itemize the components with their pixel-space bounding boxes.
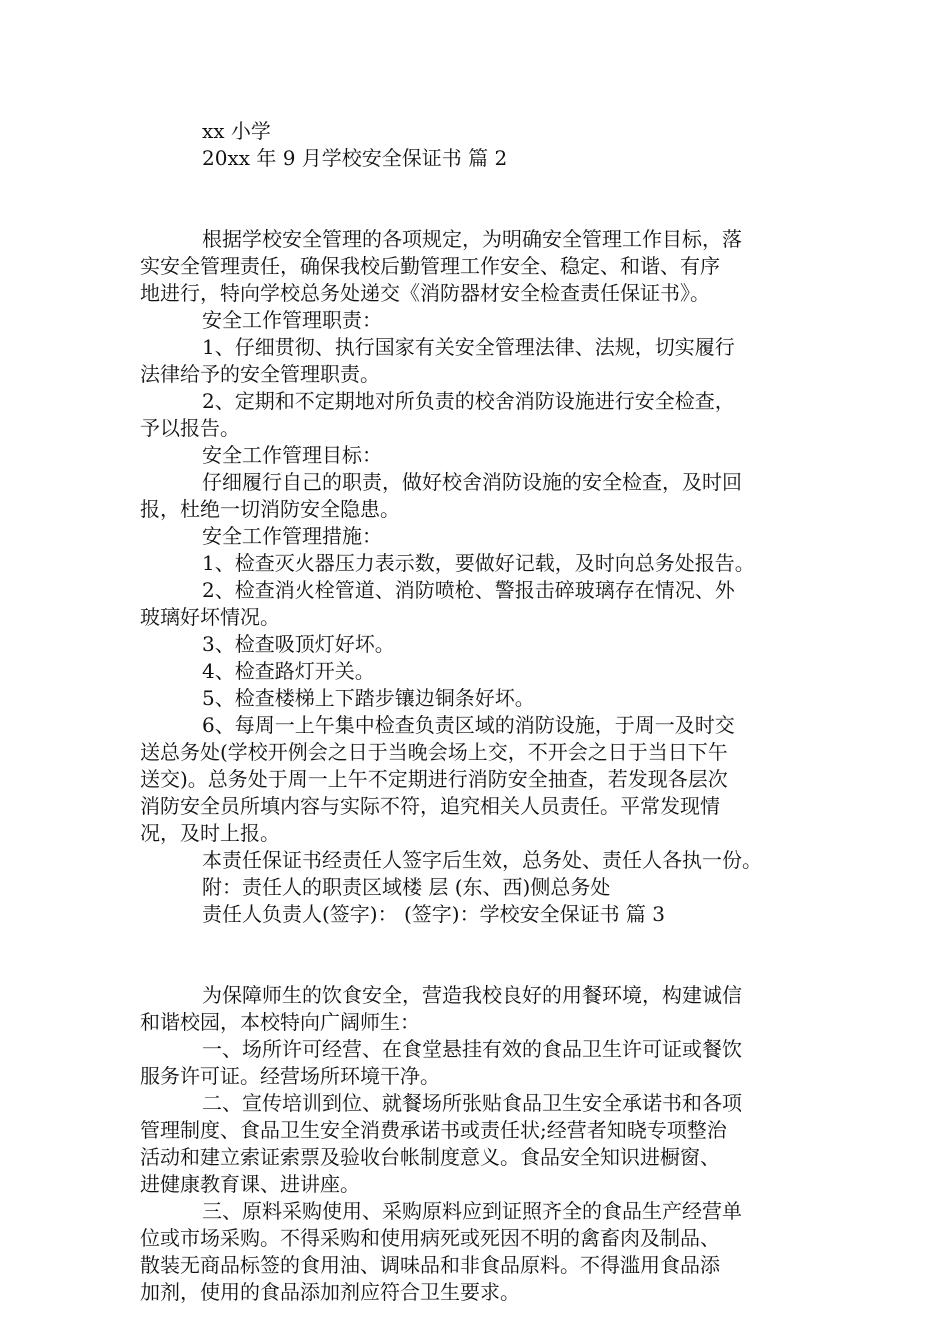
duty-line: 法律给予的安全管理职责。 [140, 362, 380, 386]
document-page [140, 118, 820, 1306]
duty-line: 2、定期和不定期地对所负责的校舍消防设施进行安全检查， [202, 389, 735, 413]
measure-line: 送总务处(学校开例会之日于当晚会场上交，不开会之日于当日下午 [140, 740, 728, 764]
intro-line: 和谐校园，本校特向广阔师生： [140, 1010, 420, 1034]
measure-line: 玻璃好坏情况。 [140, 605, 280, 629]
section-2-body [140, 226, 820, 928]
section-gap [140, 928, 820, 982]
duty-line: 予以报告。 [140, 416, 240, 440]
item-line: 三、原料采购使用、采购原料应到证照齐全的食品生产经营单 [202, 1199, 742, 1223]
intro-line: 实安全管理责任，确保我校后勤管理工作安全、稳定、和谐、有序 [140, 254, 720, 278]
item-line: 二、宣传培训到位、就餐场所张贴食品卫生安全承诺书和各项 [202, 1091, 742, 1115]
measure-line: 2、检查消火栓管道、消防喷枪、警报击碎玻璃存在情况、外 [202, 578, 735, 602]
intro-line: 为保障师生的饮食安全，营造我校良好的用餐环境，构建诚信 [202, 983, 742, 1007]
item-line: 活动和建立索证索票及验收台帐制度意义。食品安全知识进橱窗、 [140, 1145, 720, 1169]
measures-heading: 安全工作管理措施： [202, 524, 382, 548]
effect-line: 本责任保证书经责任人签字后生效，总务处、责任人各执一份。 [202, 848, 762, 872]
item-line: 散装无商品标签的食用油、调味品和非食品原料。不得滥用食品添 [140, 1253, 720, 1277]
item-line: 位或市场采购。不得采购和使用病死或死因不明的禽畜肉及制品、 [140, 1226, 720, 1250]
measure-line: 6、每周一上午集中检查负责区域的消防设施，于周一及时交 [202, 713, 735, 737]
measure-line: 3、检查吸顶灯好坏。 [202, 632, 395, 656]
section-gap [140, 172, 820, 226]
goal-line: 报，杜绝一切消防安全隐患。 [140, 497, 400, 521]
item-line: 加剂，使用的食品添加剂应符合卫生要求。 [140, 1280, 520, 1304]
item-line: 进健康教育课、进讲座。 [140, 1172, 360, 1196]
section-title-2: 20xx 年 9 月学校安全保证书 篇 2 [202, 146, 508, 170]
measure-line: 消防安全员所填内容与实际不符，追究相关人员责任。平常发现情 [140, 794, 720, 818]
school-name: xx 小学 [202, 119, 271, 143]
signature-line: 责任人负责人(签字)： (签字)：学校安全保证书 篇 3 [202, 902, 666, 926]
intro-line: 地进行，特向学校总务处递交《消防器材安全检查责任保证书》。 [140, 281, 710, 305]
section-3-body [140, 982, 820, 1306]
item-line: 服务许可证。经营场所环境干净。 [140, 1064, 440, 1088]
appendix-line: 附：责任人的职责区域楼 层 (东、西)侧总务处 [202, 875, 611, 899]
measure-line: 4、检查路灯开关。 [202, 659, 375, 683]
duties-heading: 安全工作管理职责： [202, 308, 382, 332]
intro-line: 根据学校安全管理的各项规定，为明确安全管理工作目标，落 [202, 227, 742, 251]
duty-line: 1、仔细贯彻、执行国家有关安全管理法律、法规，切实履行 [202, 335, 735, 359]
measure-line: 1、检查灭火器压力表示数，要做好记载，及时向总务处报告。 [202, 551, 755, 575]
item-line: 一、场所许可经营、在食堂悬挂有效的食品卫生许可证或餐饮 [202, 1037, 742, 1061]
measure-line: 况，及时上报。 [140, 821, 280, 845]
measure-line: 5、检查楼梯上下踏步镶边铜条好坏。 [202, 686, 535, 710]
goal-heading: 安全工作管理目标： [202, 443, 382, 467]
measure-line: 送交)。总务处于周一上午不定期进行消防安全抽查，若发现各层次 [140, 767, 728, 791]
item-line: 管理制度、食品卫生安全消费承诺书或责任状;经营者知晓专项整治 [140, 1118, 727, 1142]
goal-line: 仔细履行自己的职责，做好校舍消防设施的安全检查，及时回 [202, 470, 742, 494]
